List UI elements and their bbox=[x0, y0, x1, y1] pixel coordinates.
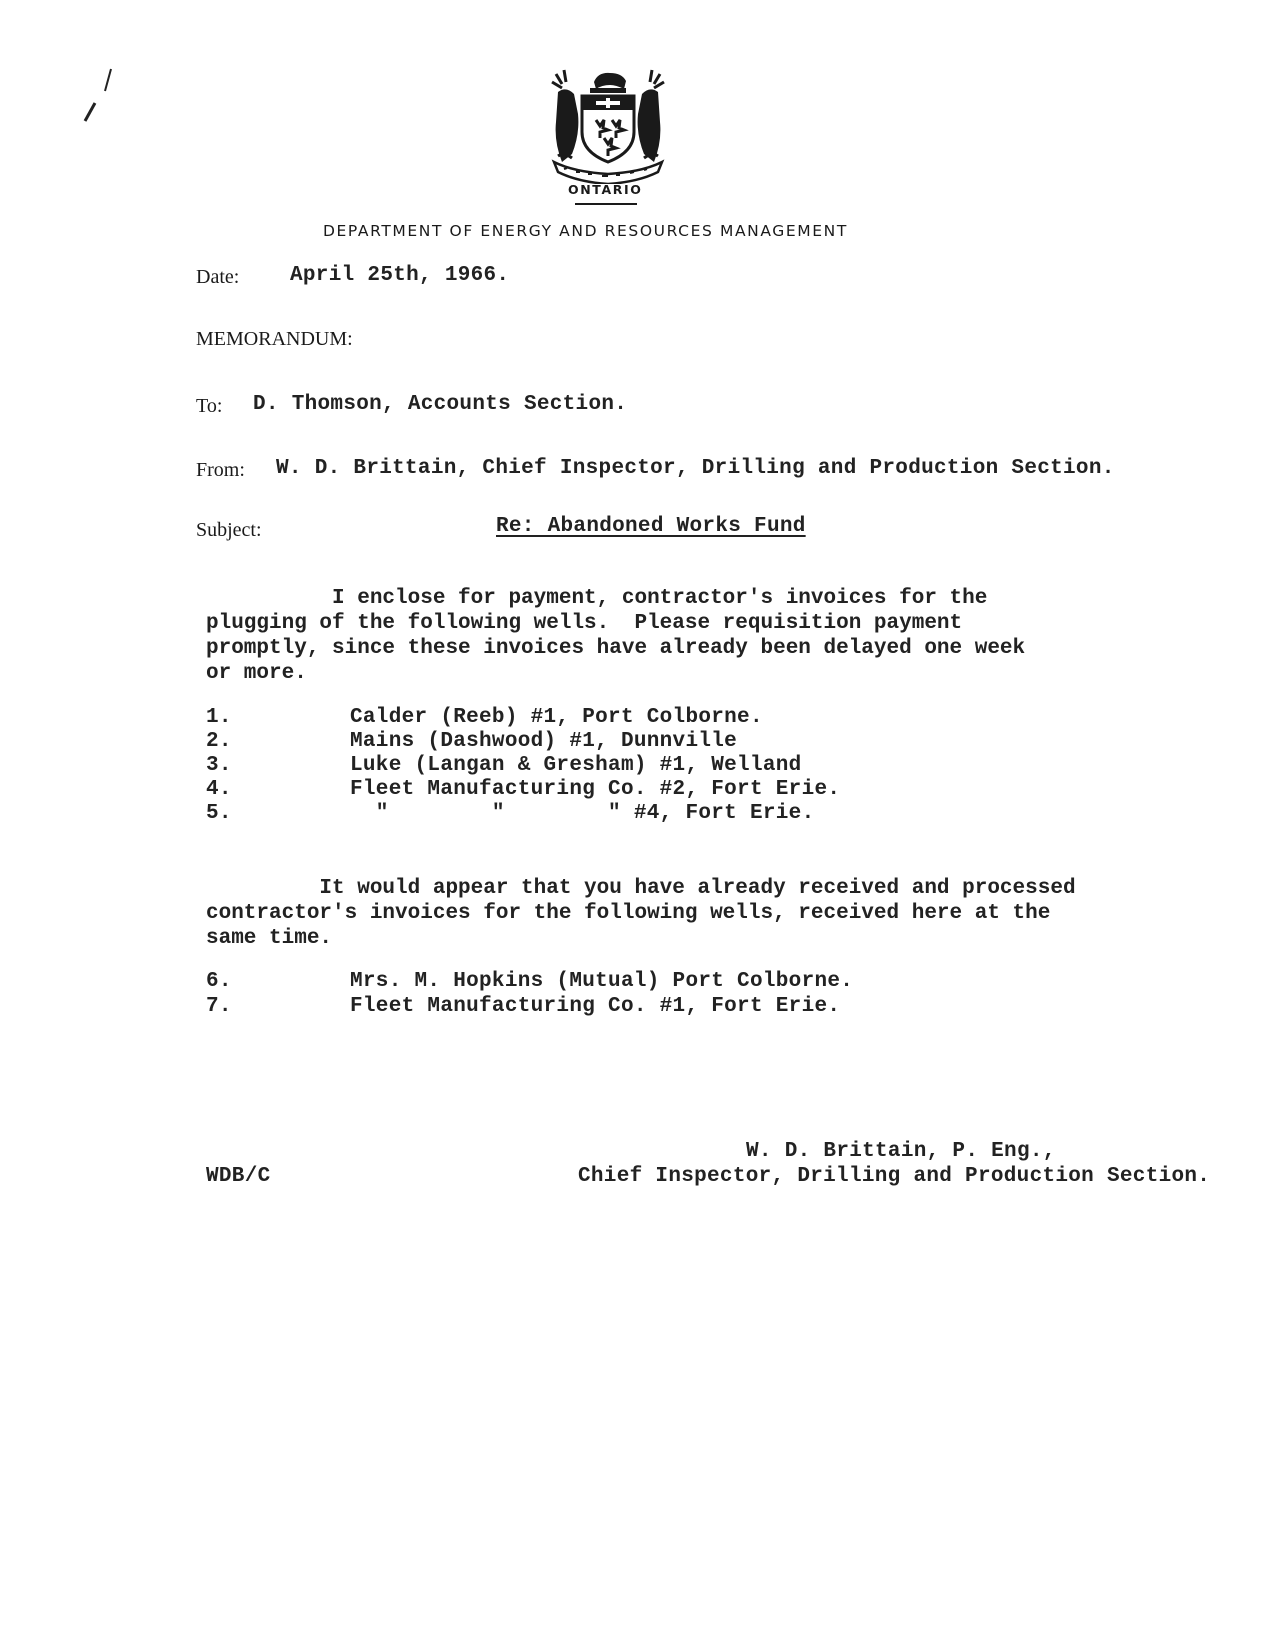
paragraph-line: It would appear that you have already received and processed bbox=[206, 877, 1076, 900]
list-item-number: 7. bbox=[206, 995, 232, 1018]
to-value: D. Thomson, Accounts Section. bbox=[253, 393, 628, 416]
paragraph-line: promptly, since these invoices have already been delayed one week bbox=[206, 637, 1026, 660]
list-item: Calder (Reeb) #1, Port Colborne. bbox=[350, 706, 763, 729]
ontario-coat-of-arms-icon bbox=[548, 68, 668, 184]
list-item: Mrs. M. Hopkins (Mutual) Port Colborne. bbox=[350, 970, 854, 993]
list-item: Fleet Manufacturing Co. #1, Fort Erie. bbox=[350, 995, 841, 1018]
signature-name: W. D. Brittain, P. Eng., bbox=[746, 1140, 1056, 1163]
letterhead-department: DEPARTMENT OF ENERGY AND RESOURCES MANAGEMENT bbox=[323, 222, 848, 240]
paragraph-2 bbox=[206, 876, 1076, 951]
list-item: Luke (Langan & Gresham) #1, Welland bbox=[350, 754, 802, 777]
letterhead-province: ONTARIO bbox=[568, 182, 643, 197]
list-item-number: 3. bbox=[206, 754, 232, 777]
signature-title: Chief Inspector, Drilling and Production Section. bbox=[578, 1165, 1211, 1188]
to-label: To: bbox=[196, 395, 223, 417]
paragraph-line: I enclose for payment, contractor's invoices for the bbox=[206, 587, 988, 610]
list-item-number: 1. bbox=[206, 706, 232, 729]
list-item: Fleet Manufacturing Co. #2, Fort Erie. bbox=[350, 778, 841, 801]
pencil-mark bbox=[75, 65, 125, 125]
subject-value: Re: Abandoned Works Fund bbox=[496, 515, 806, 538]
list-item-number: 4. bbox=[206, 778, 232, 801]
typist-initials: WDB/C bbox=[206, 1165, 271, 1188]
list-item-number: 2. bbox=[206, 730, 232, 753]
paragraph-line: same time. bbox=[206, 927, 333, 950]
date-label: Date: bbox=[196, 266, 240, 288]
paragraph-line: or more. bbox=[206, 662, 307, 685]
from-label: From: bbox=[196, 459, 245, 481]
subject-label: Subject: bbox=[196, 519, 262, 541]
list-item-number: 5. bbox=[206, 802, 232, 825]
memorandum-heading: MEMORANDUM: bbox=[196, 328, 353, 350]
list-item: Mains (Dashwood) #1, Dunnville bbox=[350, 730, 738, 753]
paragraph-line: plugging of the following wells. Please requisition payment bbox=[206, 612, 963, 635]
date-value: April 25th, 1966. bbox=[290, 264, 510, 287]
paragraph-line: contractor's invoices for the following wells, received here at the bbox=[206, 902, 1051, 925]
paragraph-1 bbox=[206, 586, 1025, 686]
list-item-number: 6. bbox=[206, 970, 232, 993]
list-item: " " " #4, Fort Erie. bbox=[350, 802, 815, 825]
from-value: W. D. Brittain, Chief Inspector, Drilling and Production Section. bbox=[276, 457, 1115, 480]
letterhead-rule bbox=[575, 203, 637, 205]
